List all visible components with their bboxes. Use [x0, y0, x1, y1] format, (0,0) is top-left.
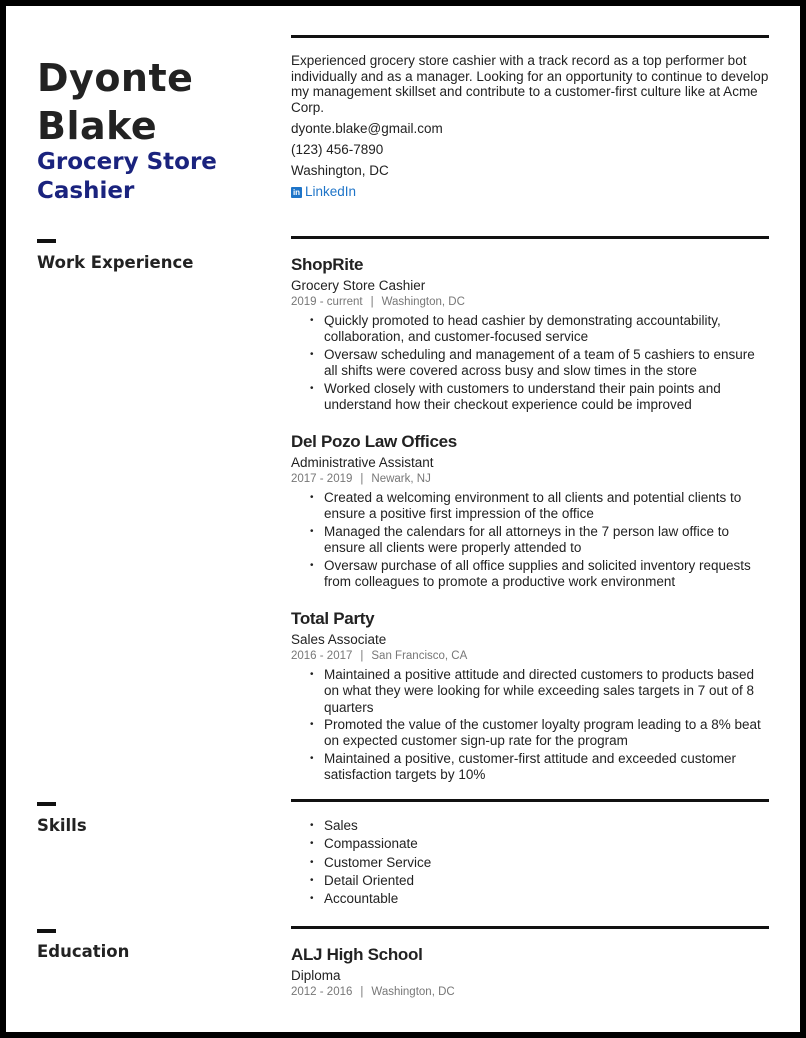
company-name: Total Party — [291, 609, 375, 628]
section-title-work: Work Experience — [37, 253, 194, 272]
linkedin-link[interactable] — [291, 184, 356, 200]
education-entry — [291, 945, 769, 1000]
linkedin-icon: in — [292, 187, 301, 197]
job-bullets — [291, 667, 769, 783]
work-divider — [291, 236, 769, 239]
list-item: • Promoted the value of the customer loyalty program leading to a 8% beat on expected customer sign-up rate for the program — [291, 717, 769, 750]
job-bullets — [291, 490, 769, 590]
skills-divider — [291, 799, 769, 802]
school-name: ALJ High School — [291, 945, 423, 964]
list-item: • Maintained a positive, customer-first attitude and exceeded customer satisfaction targets by 10% — [291, 751, 769, 784]
meta-separator: | — [360, 650, 364, 662]
job-meta — [291, 649, 769, 664]
section-marker-education — [37, 929, 56, 933]
list-item: • Oversaw purchase of all office supplies and solicited inventory requests from colleagues to promote a productive work environment — [291, 558, 769, 591]
education-dates: 2012 - 2016 — [291, 986, 353, 998]
list-item: • Quickly promoted to head cashier by demonstrating accountability, collaboration, and customer-focused service — [291, 313, 769, 346]
meta-separator: | — [360, 986, 364, 998]
meta-separator: | — [370, 296, 374, 308]
job-location: San Francisco, CA — [371, 650, 468, 662]
job-entry — [291, 255, 769, 414]
job-title: Grocery Store Cashier — [291, 278, 426, 293]
job-dates: 2016 - 2017 — [291, 650, 353, 662]
degree: Diploma — [291, 968, 341, 983]
contact-phone: (123) 456-7890 — [291, 142, 384, 157]
contact-location: Washington, DC — [291, 163, 389, 178]
job-location: Newark, NJ — [371, 473, 431, 485]
education-meta — [291, 985, 769, 1000]
section-marker-work — [37, 239, 56, 243]
company-name: ShopRite — [291, 255, 364, 274]
first-name: Dyonte — [37, 56, 194, 100]
education-divider — [291, 926, 769, 929]
education-location: Washington, DC — [371, 986, 455, 998]
job-dates: 2017 - 2019 — [291, 473, 353, 485]
list-item: • Maintained a positive attitude and directed customers to products based on what they were looking for while exceeding sales targets in 7 out of 8 quarters — [291, 667, 769, 716]
section-title-skills: Skills — [37, 816, 87, 835]
section-title-education: Education — [37, 942, 130, 961]
contact-email[interactable]: dyonte.blake@gmail.com — [291, 121, 443, 136]
job-meta — [291, 295, 769, 310]
job-title: Administrative Assistant — [291, 455, 434, 470]
company-name: Del Pozo Law Offices — [291, 432, 457, 451]
job-location: Washington, DC — [381, 296, 465, 308]
list-item: • Created a welcoming environment to all clients and potential clients to ensure a positive first impression of the office — [291, 490, 769, 523]
summary-text: Experienced grocery store cashier with a track record as a top performer bot individually and as a manager. Looking for an opportunity to continue to develop my management skillset and contribute to a customer-first culture like at Acme Corp. — [291, 53, 769, 115]
skill-item: • Detail Oriented — [291, 872, 431, 890]
candidate-name — [37, 54, 267, 150]
skill-item: • Sales — [291, 817, 431, 835]
job-target-title — [37, 148, 257, 206]
job-bullets — [291, 313, 769, 413]
job-entry — [291, 609, 769, 785]
skill-item: • Accountable — [291, 890, 431, 908]
job-title: Sales Associate — [291, 632, 387, 647]
skills-list — [291, 817, 431, 908]
section-marker-skills — [37, 802, 56, 806]
role-line-1: Grocery Store — [37, 149, 217, 175]
meta-separator: | — [360, 473, 364, 485]
role-line-2: Cashier — [37, 178, 135, 204]
job-entry — [291, 432, 769, 591]
list-item: • Managed the calendars for all attorneys in the 7 person law office to ensure all clients were properly attended to — [291, 524, 769, 557]
list-item: • Oversaw scheduling and management of a team of 5 cashiers to ensure all shifts were covered across busy and slow times in the store — [291, 347, 769, 380]
linkedin-label: LinkedIn — [305, 184, 357, 199]
header-divider — [291, 35, 769, 38]
job-meta — [291, 472, 769, 487]
skill-item: • Customer Service — [291, 854, 431, 872]
skill-item: • Compassionate — [291, 835, 431, 853]
list-item: • Worked closely with customers to understand their pain points and understand how their checkout experience could be improved — [291, 381, 769, 414]
last-name: Blake — [37, 104, 158, 148]
job-dates: 2019 - current — [291, 296, 363, 308]
